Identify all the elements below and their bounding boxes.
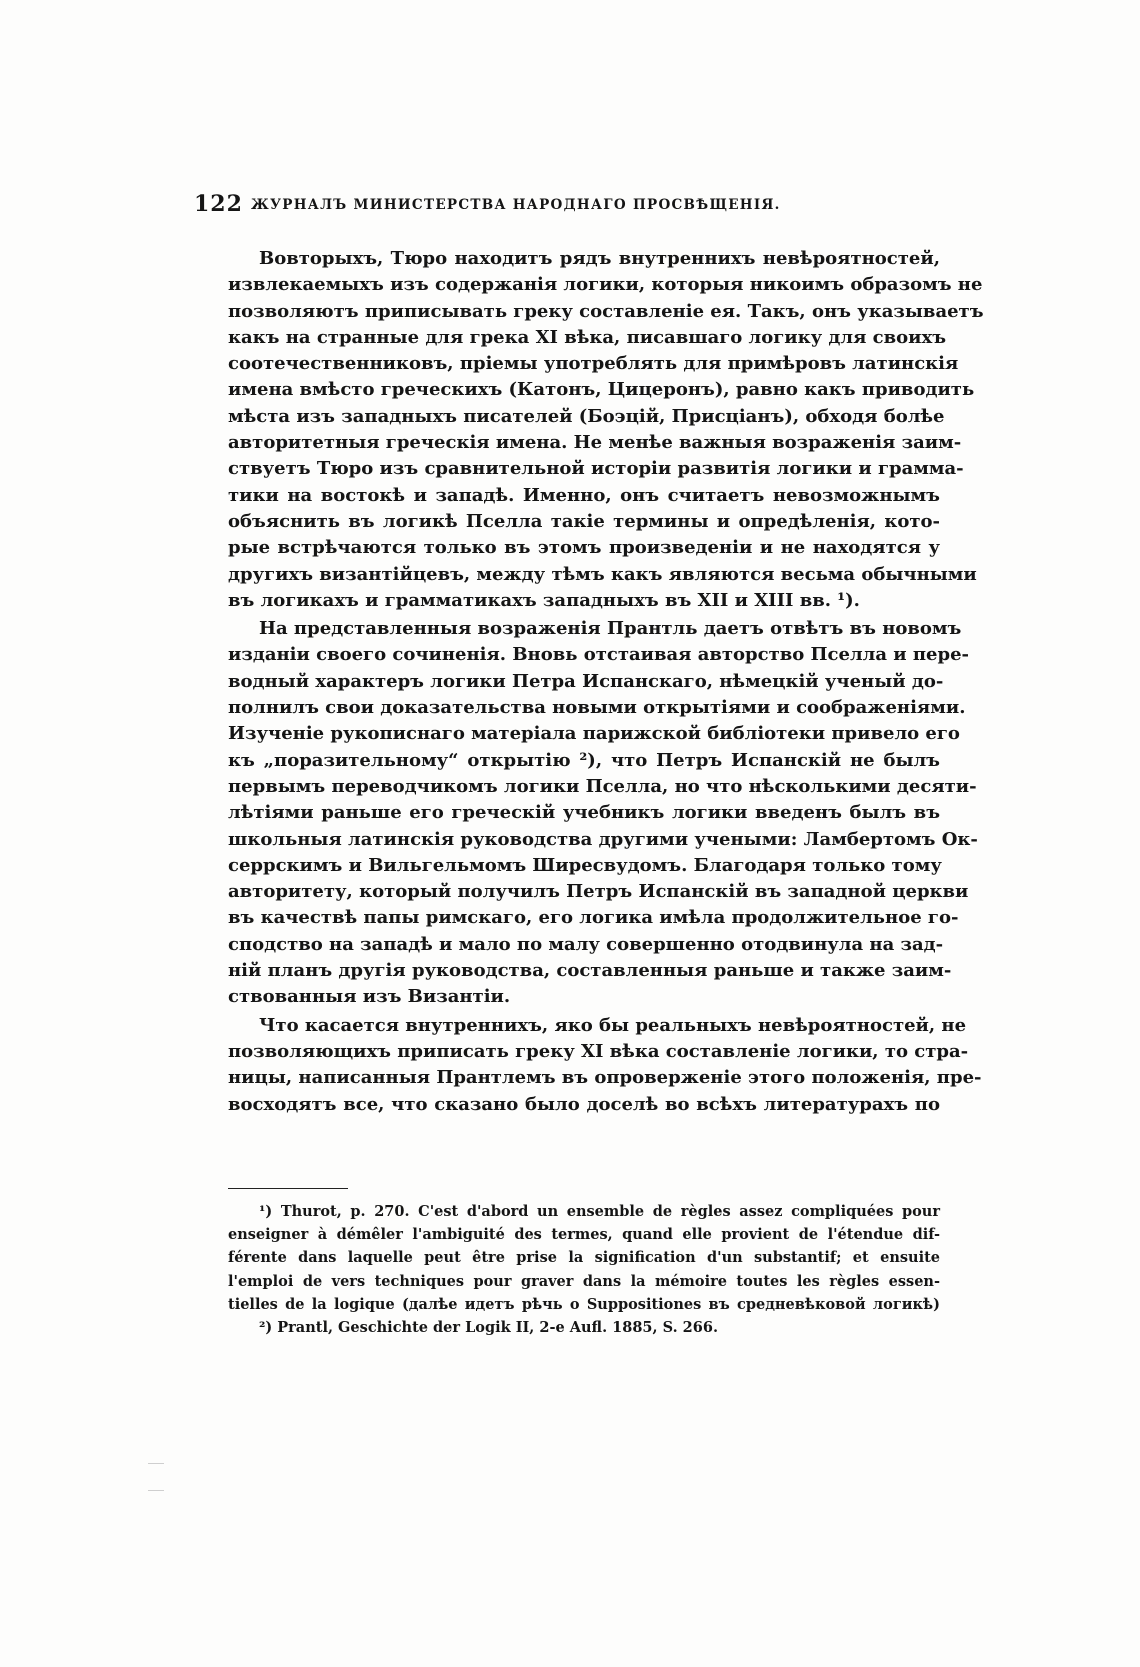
text-line: позволяютъ приписывать греку составленіе ея. Такъ, онъ указываетъ xyxy=(228,300,984,322)
text-line: мѣста изъ западныхъ писателей (Боэцій, Присціанъ), обходя болѣе xyxy=(228,405,945,427)
text-line: какъ на странные для грека XI вѣка, писавшаго логику для своихъ xyxy=(228,326,947,348)
running-title: ЖУРНАЛЪ МИНИСТЕРСТВА НАРОДНАГО ПРОСВѢЩЕНІЯ. xyxy=(251,197,781,213)
text-line: авторитетныя греческія имена. Не менѣе важныя возраженія заим- xyxy=(228,432,962,454)
footnote-line: enseigner à démêler l'ambiguité des termes, quand elle provient de l'étendue dif- xyxy=(228,1226,940,1244)
footnotes xyxy=(228,1200,940,1339)
text-line: Изученіе рукописнаго матеріала парижской библіотеки привело его xyxy=(228,723,960,745)
text-line: соотечественниковъ, пріемы употреблять для примѣровъ латинскія xyxy=(228,353,959,375)
text-line: лѣтіями раньше его греческій учебникъ логики введенъ былъ въ xyxy=(228,802,940,824)
text-line: объяснить въ логикѣ Пселла такіе термины и опредѣленія, кото- xyxy=(228,510,940,532)
body-text xyxy=(228,246,984,1118)
text-line: тики на востокѣ и западѣ. Именно, онъ считаетъ невозможнымъ xyxy=(228,484,940,506)
text-line: водный характеръ логики Петра Испанскаго, нѣмецкій ученый до- xyxy=(228,670,944,692)
text-line: полнилъ свои доказательства новыми открытіями и соображеніями. xyxy=(228,697,966,719)
footnote-line: férente dans laquelle peut être prise la signification d'un substantif; et ensuite xyxy=(228,1249,940,1267)
footnote-line: l'emploi de vers techniques pour graver dans la mémoire toutes les règles essen- xyxy=(228,1272,940,1290)
running-header xyxy=(194,191,834,221)
footnote-line: ²) Prantl, Geschichte der Logik II, 2-е Aufl. 1885, S. 266. xyxy=(259,1318,718,1336)
page-number: 122 xyxy=(194,191,243,217)
text-line: ницы, написанныя Прантлемъ въ опроверженіе этого положенія, пре- xyxy=(228,1067,982,1089)
text-line: рые встрѣчаются только въ этомъ произведеніи и не находятся у xyxy=(228,537,940,559)
scan-edge-mark xyxy=(148,1490,164,1491)
text-line: ствуетъ Тюро изъ сравнительной исторіи развитія логики и грамма- xyxy=(228,458,964,480)
text-line: позволяющихъ приписать греку XI вѣка составленіе логики, то стра- xyxy=(228,1040,969,1062)
text-line: другихъ византійцевъ, между тѣмъ какъ являются весьма обычными xyxy=(228,563,977,585)
text-line: къ „поразительному“ открытію ²), что Петръ Испанскій не былъ xyxy=(228,749,940,771)
text-line: серрскимъ и Вильгельмомъ Ширесвудомъ. Благодаря только тому xyxy=(228,854,942,876)
text-line: Что касается внутреннихъ, яко бы реальныхъ невѣроятностей, не xyxy=(259,1014,967,1036)
footnote-line: ¹) Thurot, p. 270. C'est d'abord un ensemble de règles assez compliquées pour xyxy=(259,1203,940,1220)
text-line: въ логикахъ и грамматикахъ западныхъ въ XII и XIII вв. ¹). xyxy=(228,589,860,611)
text-line: извлекаемыхъ изъ содержанія логики, которыя никоимъ образомъ не xyxy=(228,274,983,296)
text-line: ній планъ другія руководства, составленныя раньше и также заим- xyxy=(228,960,952,982)
footnote-divider xyxy=(228,1188,348,1189)
text-line: въ качествѣ папы римскаго, его логика имѣла продолжительное го- xyxy=(228,907,959,929)
text-line: восходятъ все, что сказано было доселѣ во всѣхъ литературахъ по xyxy=(228,1093,940,1115)
text-line: авторитету, который получилъ Петръ Испанскій въ западной церкви xyxy=(228,881,969,903)
text-line: сподство на западѣ и мало по малу совершенно отодвинула на зад- xyxy=(228,933,944,955)
footnote-line: tielles de la logique (далѣе идетъ рѣчь о Suppositiones въ средневѣковой логикѣ) xyxy=(228,1295,940,1313)
text-line: Вовторыхъ, Тюро находитъ рядъ внутреннихъ невѣроятностей, xyxy=(259,248,940,269)
text-line: На представленныя возраженія Прантль даетъ отвѣтъ въ новомъ xyxy=(259,618,962,640)
text-line: ствованныя изъ Византіи. xyxy=(228,986,511,1008)
text-line: изданіи своего сочиненія. Вновь отстаивая авторство Пселла и пере- xyxy=(228,644,970,666)
scan-edge-mark xyxy=(148,1463,164,1464)
text-line: имена вмѣсто греческихъ (Катонъ, Цицеронъ), равно какъ приводить xyxy=(228,379,975,401)
text-line: первымъ переводчикомъ логики Пселла, но что нѣсколькими десяти- xyxy=(228,775,977,797)
text-line: школьныя латинскія руководства другими учеными: Ламбертомъ Ок- xyxy=(228,828,978,850)
